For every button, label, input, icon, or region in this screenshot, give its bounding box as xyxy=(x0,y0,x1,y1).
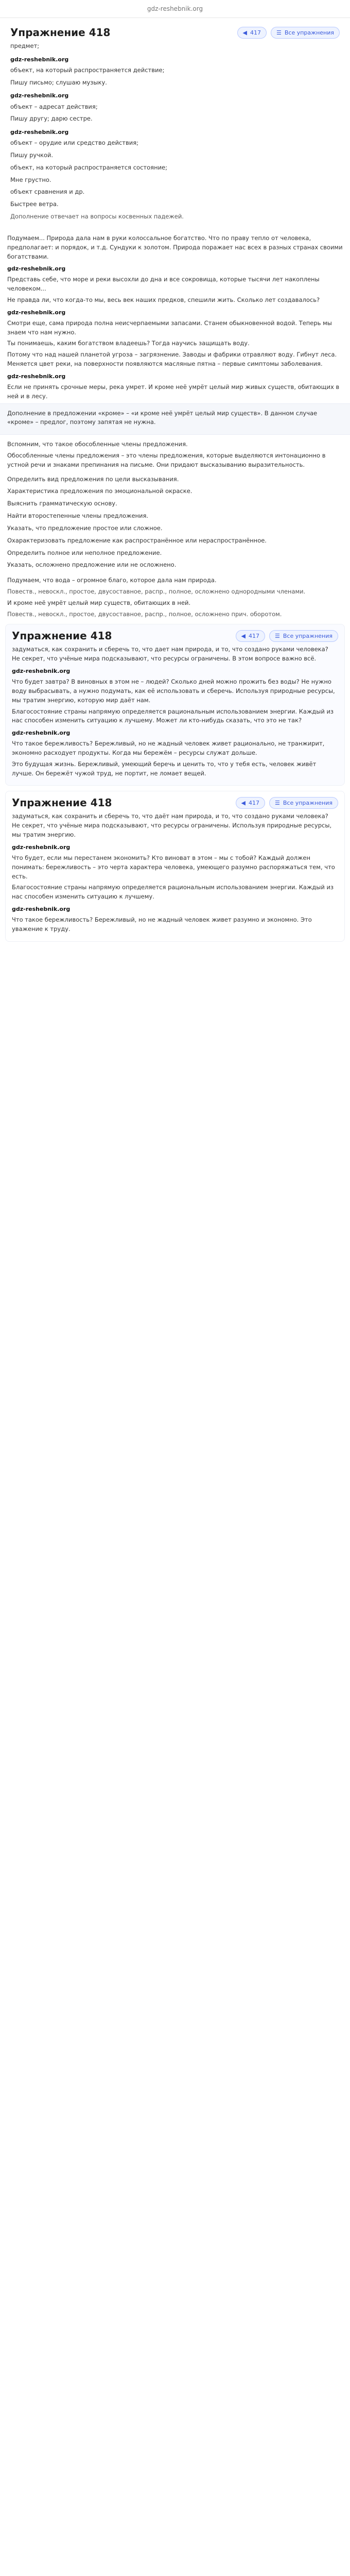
text-block: Что такое бережливость? Бережливый, но не жадный человек живет рационально, не транжирит, экономно расходует продукты. Когда мы бережём – ресурсы служат дольше. xyxy=(12,740,325,756)
site-domain: gdz-reshebnik.org xyxy=(147,5,203,12)
text-block: Не правда ли, что когда-то мы, весь век наших предков, спешили жить. Сколько лет создавалось? xyxy=(7,296,320,303)
theory-text: Обособленные члены предложения – это члены предложения, которые выделяются интонационно в устной речи и знаками препинания на письме. Они придают высказыванию выразительность. xyxy=(7,452,326,468)
exercise-card-3 xyxy=(5,791,345,941)
line: объект – адресат действия; xyxy=(10,103,98,110)
exercise-title: Упражнение 418 xyxy=(10,26,111,39)
example-sentence: Подумаем, что вода – огромное благо, которое дала нам природа. xyxy=(7,577,217,584)
text-section xyxy=(0,234,350,401)
prev-exercise-number-3: 417 xyxy=(249,799,259,806)
example-analysis: Повеств., невоскл., простое, двусоставное, распр., полное, осложнено однородными членами. xyxy=(7,587,306,595)
analysis-line: Определить вид предложения по цели высказывания. xyxy=(7,475,179,483)
text-block: Представь себе, что море и реки высохли до дна и все сокровища, которые тысячи лет накоплены человеком... xyxy=(7,276,320,293)
grid-icon: ☰ xyxy=(275,799,280,806)
prev-exercise-button[interactable] xyxy=(237,27,267,39)
exercise-header xyxy=(10,26,340,39)
line: Пишу другу; дарю сестре. xyxy=(10,115,93,123)
exercise-header-2 xyxy=(12,630,338,642)
chevron-left-icon: ◀ xyxy=(241,799,246,806)
watermark: gdz-reshebnik.org xyxy=(10,56,69,63)
line: Быстрее ветра. xyxy=(10,200,59,208)
text-block: Это будущая жизнь. Бережливый, умеющий беречь и ценить то, что у тебя есть, человек живёт лучше. Он бережёт чужой труд, не портит, не ломает вещей. xyxy=(12,760,317,777)
exercise-panel xyxy=(5,21,345,229)
watermark: gdz-reshebnik.org xyxy=(10,129,69,136)
site-topbar xyxy=(0,0,350,18)
chevron-left-icon: ◀ xyxy=(242,29,247,36)
text-block: Что будет, если мы перестанем экономить? Кто виноват в этом – мы с тобой? Каждый должен понимать: бережливость – это черта характера человека, умеющего разумно распоряжаться тем, что есть. xyxy=(12,854,335,880)
watermark: gdz-reshebnik.org xyxy=(12,730,71,737)
text-block: Ты понимаешь, каким богатством владеешь? Тогда научись защищать воду. xyxy=(7,340,250,347)
exercise-card-2 xyxy=(5,624,345,786)
analysis-section xyxy=(0,472,350,570)
analysis-line: Охарактеризовать предложение как распространённое или нераспространённое. xyxy=(7,536,267,544)
all-exercises-label-3: Все упражнения xyxy=(283,799,332,806)
line: Пишу ручкой. xyxy=(10,151,54,159)
line: Мне грустно. xyxy=(10,176,51,183)
line: объект сравнения и др. xyxy=(10,188,85,196)
line: Пишу письмо; слушаю музыку. xyxy=(10,78,107,86)
text-block: задуматься, как сохранить и сберечь то, что даёт нам природа, и то, что создано руками человека? Не секрет, что учёные мира подсказывают, что ресурсы ограничены. Используя природные ресурсы, мы тратим энергию. xyxy=(12,812,332,839)
watermark: gdz-reshebnik.org xyxy=(12,843,71,851)
grid-icon: ☰ xyxy=(276,29,282,36)
line: объект, на который распространяется действие; xyxy=(10,66,165,74)
analysis-line: Выяснить грамматическую основу. xyxy=(7,500,117,507)
text-block: Благосостояние страны напрямую определяется рациональным использованием энергии. Каждый из нас способен изменить ситуацию к лучшему. xyxy=(12,884,334,901)
highlight-section xyxy=(0,403,350,435)
chevron-left-icon: ◀ xyxy=(241,632,246,639)
exercise-nav-3 xyxy=(236,797,338,809)
all-exercises-button[interactable] xyxy=(271,27,340,39)
exercise-nav-2 xyxy=(236,630,338,642)
exercise-content-3 xyxy=(12,812,338,934)
all-exercises-label: Все упражнения xyxy=(284,29,334,36)
text-block: Что такое бережливость? Бережливый, но не жадный человек живет разумно и экономно. Это уважение к труду. xyxy=(12,916,312,933)
all-exercises-label-2: Все упражнения xyxy=(283,632,332,639)
example-sentence: И кроме неё умрёт целый мир существ, обитающих в ней. xyxy=(7,599,191,606)
text-block: Потому что над нашей планетой угроза – загрязнение. Заводы и фабрики отравляют воду. Гибнут леса. Меняется цвет реки, на поверхности появляются масляные пятна – первые симптомы заболевания. xyxy=(7,351,337,368)
text-block: Подумаем... Природа дала нам в руки колоссальное богатство. Что по праву тепло от человека, предполагает: и порядок, и т.д. Сундуки к золотом. Природа поражает нас всех в разных странах своими богатствами. xyxy=(7,234,343,260)
analysis-line: Определить полное или неполное предложение. xyxy=(7,549,162,556)
exercise-header-3 xyxy=(12,796,338,809)
theory-title: Вспомним, что такое обособленные члены предложения. xyxy=(7,440,188,448)
exercise-title-2: Упражнение 418 xyxy=(12,630,112,642)
spacer xyxy=(0,229,350,234)
text-block: задуматься, как сохранить и сберечь то, что дает нам природа, и то, что создано руками человека? Не секрет, что учёные мира подсказывают, что ресурсы ограничены. В этом вопросе важно всё. xyxy=(12,646,328,663)
prev-exercise-button-2[interactable] xyxy=(236,630,265,642)
all-exercises-button-3[interactable] xyxy=(269,797,338,809)
exercise-nav xyxy=(237,27,340,39)
grid-icon: ☰ xyxy=(275,632,280,639)
watermark: gdz-reshebnik.org xyxy=(7,265,66,273)
text-block: Что будет завтра? В виновных в этом не – людей? Сколько дней можно прожить без воды? Не нужно воду выбрасывать, а нужно подумать, как её использовать и сберечь. Используя природные ресурсы, мы тратим энергию, которую мир даёт нам. xyxy=(12,678,335,704)
prev-exercise-number-2: 417 xyxy=(249,632,259,639)
line: Дополнение отвечает на вопросы косвенных падежей. xyxy=(10,213,184,221)
line: объект, на который распространяется состояние; xyxy=(10,163,168,171)
watermark: gdz-reshebnik.org xyxy=(10,92,69,99)
watermark: gdz-reshebnik.org xyxy=(7,309,66,316)
analysis-line: Найти второстепенные члены предложения. xyxy=(7,512,149,520)
text-block: Благосостояние страны напрямую определяется рациональным использованием энергии. Каждый из нас способен изменить ситуацию к лучшему. Может ли кто-нибудь сказать, что это не так? xyxy=(12,707,334,724)
prev-exercise-button-3[interactable] xyxy=(236,797,265,809)
examples-section xyxy=(0,573,350,619)
analysis-line: Характеристика предложения по эмоциональной окраске. xyxy=(7,487,192,495)
analysis-line: Указать, осложнено предложение или не осложнено. xyxy=(7,561,177,569)
analysis-line: Указать, что предложение простое или сложное. xyxy=(7,524,163,532)
exercise-title-3: Упражнение 418 xyxy=(12,796,112,809)
all-exercises-button-2[interactable] xyxy=(269,630,338,642)
watermark: gdz-reshebnik.org xyxy=(12,668,71,675)
exercise-content xyxy=(10,42,340,222)
text-block: Смотри еще, сама природа полна неисчерпаемыми запасами. Станем обыкновенной водой. Теперь мы знаем что нам нужно. xyxy=(7,319,332,336)
prev-exercise-number: 417 xyxy=(250,29,261,36)
watermark: gdz-reshebnik.org xyxy=(7,372,66,380)
text-block: Если не принять срочные меры, река умрет. И кроме неё умрёт целый мир живых существ, обитающих в ней и в лесу. xyxy=(7,383,340,400)
theory-section xyxy=(0,435,350,469)
example-analysis: Повеств., невоскл., простое, двусоставное, распр., полное, осложнено прич. оборотом. xyxy=(7,610,282,618)
line: предмет; xyxy=(10,42,40,49)
watermark: gdz-reshebnik.org xyxy=(12,905,71,912)
text-block: Дополнение в предложении «кроме» – «и кроме неё умрёт целый мир существ». В данном случае «кроме» – предлог, поэтому запятая не нужна. xyxy=(7,409,318,426)
exercise-content-2 xyxy=(12,645,338,778)
line: объект – орудие или средство действия; xyxy=(10,139,138,147)
